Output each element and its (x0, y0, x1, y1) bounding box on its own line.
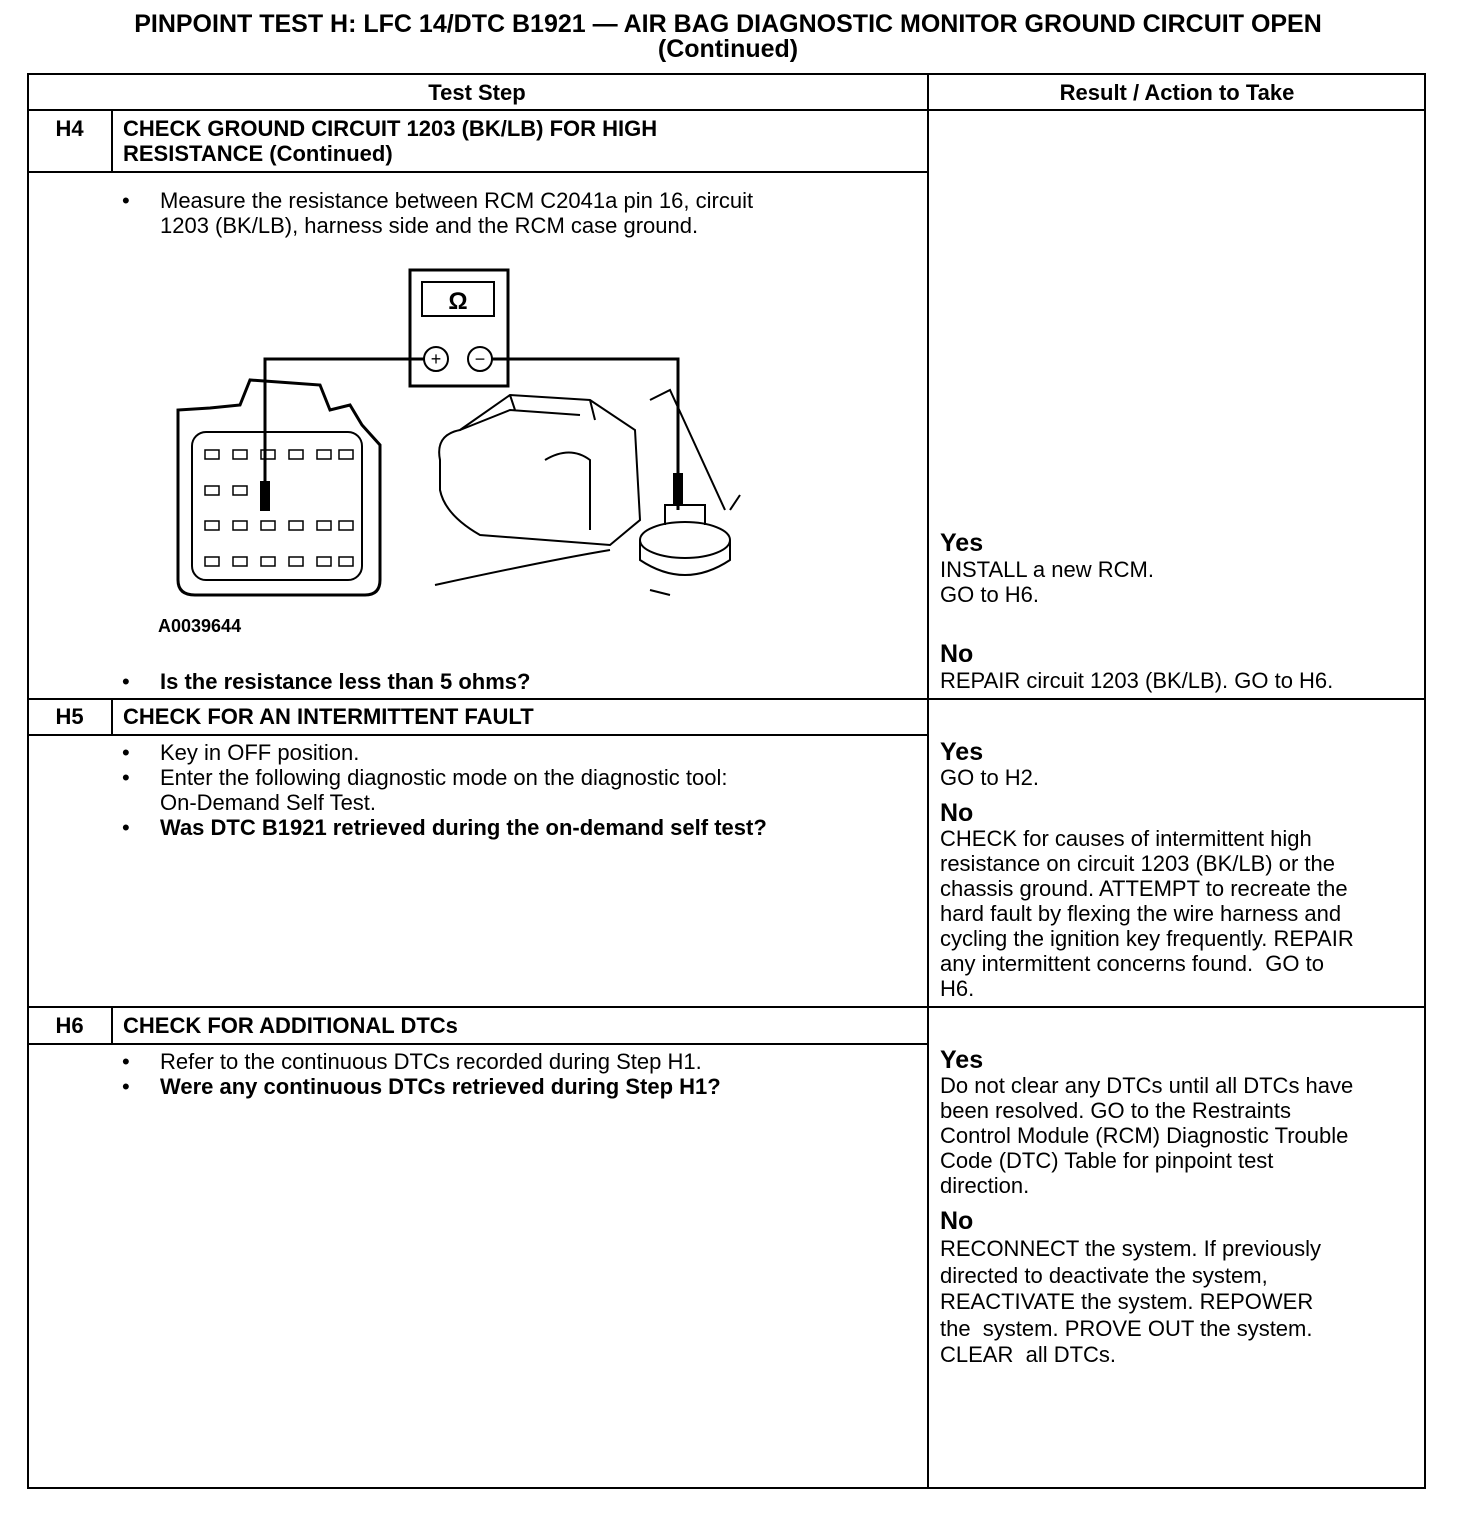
step-instruction: Enter the following diagnostic mode on the diagnostic tool: On-Demand Self Test. (160, 765, 728, 815)
ohm-symbol: Ω (448, 288, 468, 315)
minus-terminal: − (474, 349, 486, 369)
step-question: Was DTC B1921 retrieved during the on-demand self test? (160, 815, 767, 840)
step-title: CHECK FOR ADDITIONAL DTCs (123, 1013, 458, 1038)
header-result: Result / Action to Take (1059, 80, 1295, 105)
yes-label: Yes (940, 529, 984, 557)
step-title: CHECK GROUND CIRCUIT 1203 (BK/LB) FOR HIGH RESISTANCE (Continued) (123, 116, 658, 166)
bullet: • (122, 1049, 130, 1074)
column-divider (927, 73, 929, 1489)
no-label: No (940, 799, 974, 827)
divider (27, 1043, 927, 1045)
yes-action: INSTALL a new RCM. GO to H6. (940, 557, 1154, 607)
step-id: H5 (55, 704, 84, 729)
bullet: • (122, 669, 130, 694)
connector-c2041a (178, 380, 380, 595)
header-divider (27, 109, 1426, 111)
bullet: • (122, 765, 130, 790)
step-id: H4 (55, 116, 84, 141)
step-instruction: Key in OFF position. (160, 740, 360, 765)
step-question: Is the resistance less than 5 ohms? (160, 669, 531, 694)
row-divider (27, 698, 1426, 700)
bullet: • (122, 1074, 130, 1099)
no-label: No (940, 1207, 974, 1235)
header-test-step: Test Step (428, 80, 526, 105)
yes-action: GO to H2. (940, 765, 1040, 790)
bullet: • (122, 815, 130, 840)
divider (27, 734, 927, 736)
page-title: PINPOINT TEST H: LFC 14/DTC B1921 — AIR BAG DIAGNOSTIC MONITOR GROUND CIRCUIT OPEN (134, 10, 1322, 38)
no-label: No (940, 640, 974, 668)
ground-bolt (640, 522, 730, 558)
step-instruction: Measure the resistance between RCM C2041a pin 16, circuit 1203 (BK/LB), harness side and the RCM case ground. (160, 188, 754, 238)
ohmmeter-connector-diagram (150, 260, 750, 620)
rcm-module (439, 395, 640, 545)
no-action: REPAIR circuit 1203 (BK/LB). GO to H6. (940, 668, 1334, 693)
step-instruction: Refer to the continuous DTCs recorded during Step H1. (160, 1049, 702, 1074)
figure-id: A0039644 (158, 616, 242, 636)
yes-label: Yes (940, 738, 984, 766)
page-subtitle: (Continued) (657, 35, 799, 63)
step-id: H6 (55, 1013, 84, 1038)
plus-terminal: + (430, 349, 442, 369)
no-action: CHECK for causes of intermittent high resistance on circuit 1203 (BK/LB) or the chassis ground. ATTEMPT to recreate the hard fault by flexing the wire harness and cycling the ignition key frequently. REPAIR any intermittent concerns found. GO to H6. (940, 826, 1354, 1001)
divider (27, 171, 927, 173)
yes-label: Yes (940, 1046, 984, 1074)
bullet: • (122, 740, 130, 765)
row-divider (27, 1006, 1426, 1008)
bullet: • (122, 188, 130, 213)
step-question: Were any continuous DTCs retrieved during Step H1? (160, 1074, 721, 1099)
yes-action: Do not clear any DTCs until all DTCs have been resolved. GO to the Restraints Control Module (RCM) Diagnostic Trouble Code (DTC) Table for pinpoint test direction. (940, 1073, 1354, 1198)
step-title: CHECK FOR AN INTERMITTENT FAULT (123, 704, 534, 729)
no-action: RECONNECT the system. If previously directed to deactivate the system, REACTIVATE the system. REPOWER the system. PROVE OUT the system. CLEAR all DTCs. (940, 1236, 1322, 1367)
